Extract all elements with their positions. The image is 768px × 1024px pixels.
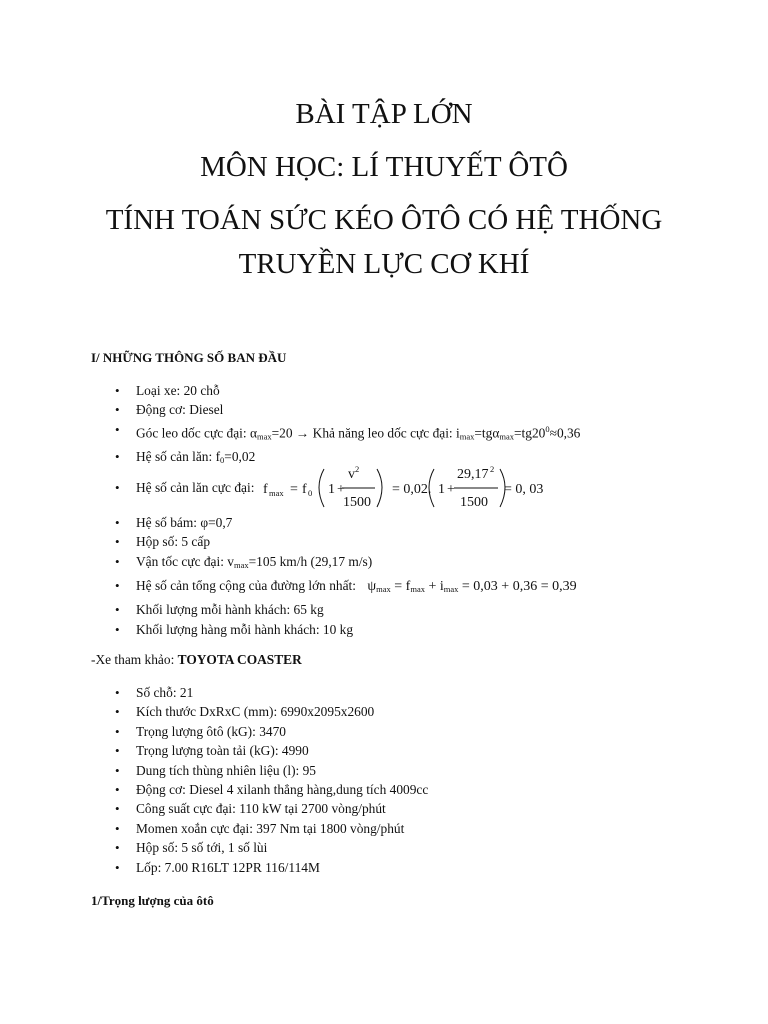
slope-sup: 0 — [545, 423, 550, 434]
list-item: • Momen xoắn cực đại: 397 Nm tại 1800 vòng/phút — [0, 819, 768, 838]
list-item: • Trọng lượng toàn tải (kG): 4990 — [0, 741, 768, 760]
list-item: • Động cơ: Diesel — [0, 400, 768, 419]
slope-tail: ≈0,36 — [549, 425, 581, 441]
roll-prefix: Hệ số cản lăn: f — [136, 448, 221, 464]
list-item: • Loại xe: 20 chỗ — [0, 381, 768, 400]
speed-sub: max — [233, 559, 249, 570]
list-item: • Hệ số bám: φ=0,7 — [0, 513, 768, 532]
list-item: • Kích thước DxRxC (mm): 6990x2095x2600 — [0, 702, 768, 721]
doc-title-line-4: TRUYỀN LỰC CƠ KHÍ — [238, 248, 530, 280]
list-item: • Khối lượng mỗi hành khách: 65 kg — [0, 600, 768, 619]
formula-lhs-sub: max — [269, 488, 284, 498]
formula-plus-2: + — [447, 482, 455, 497]
initial-params-list-1 — [0, 381, 768, 470]
section-heading-initial-params: I/ NHỮNG THÔNG SỐ BAN ĐẦU — [91, 350, 287, 365]
slope-end: =tg20 — [513, 425, 546, 441]
formula-num-2: 29,17 — [457, 467, 489, 482]
psi-sub-1: max — [376, 584, 391, 595]
list-item: • Số chỗ: 21 — [0, 683, 768, 702]
slope-sub-2: max — [459, 431, 475, 442]
list-item: • Lốp: 7.00 R16LT 12PR 116/114M — [0, 858, 768, 877]
list-item-speed — [0, 552, 768, 575]
list-item: • Động cơ: Diesel 4 xilanh thẳng hàng,dung tích 4009cc — [0, 780, 768, 799]
formula-num: v — [348, 467, 355, 482]
list-item: • Trọng lượng ôtô (kG): 3470 — [0, 722, 768, 741]
roll-end: =0,02 — [224, 448, 256, 464]
list-item-psi — [0, 575, 768, 600]
psi-rest: = 0,03 + 0,36 = 0,39 — [458, 579, 577, 595]
formula-mid: = 0,02. — [392, 482, 432, 497]
reference-prefix: -Xe tham khảo: — [91, 652, 178, 667]
reference-vehicle-line — [91, 652, 302, 668]
formula-den-2: 1500 — [460, 495, 488, 510]
speed-end: =105 km/h (29,17 m/s) — [248, 553, 373, 569]
formula-num-sup: 2 — [355, 464, 360, 474]
left-paren — [319, 469, 324, 507]
list-item: • Khối lượng hàng mỗi hành khách: 10 kg — [0, 620, 768, 639]
speed-prefix: Vận tốc cực đại: v — [136, 553, 234, 569]
reference-specs-list — [0, 683, 768, 877]
rollmax-label: Hệ số cản lăn cực đại: — [136, 480, 255, 495]
slope-prefix: Góc leo dốc cực đại: α — [136, 425, 257, 441]
formula-f0: f — [302, 482, 307, 497]
formula-result: = 0, 03 — [504, 482, 544, 497]
psi-sym: ψ — [367, 579, 377, 595]
psi-sub-2: max — [410, 584, 425, 595]
formula-one: 1 — [328, 482, 335, 497]
section-heading-vehicle-weight: 1/Trọng lượng của ôtô — [91, 893, 214, 908]
list-item-rolling-max — [0, 463, 768, 511]
slope-mid: =20 → Khả năng leo dốc cực đại: i — [271, 425, 460, 441]
slope-sub-3: max — [499, 431, 514, 442]
psi-plus: + i — [424, 579, 444, 595]
slope-mid-2: =tgα — [474, 425, 500, 441]
formula-den: 1500 — [343, 495, 371, 510]
list-item: • Hộp số: 5 cấp — [0, 532, 768, 551]
list-item-slope — [0, 420, 768, 447]
doc-title-line-2: MÔN HỌC: LÍ THUYẾT ÔTÔ — [200, 151, 568, 183]
psi-eq: = f — [390, 579, 411, 595]
psi-sub-3: max — [443, 584, 459, 595]
doc-title-line-3: TÍNH TOÁN SỨC KÉO ÔTÔ CÓ HỆ THỐNG — [105, 204, 663, 236]
formula-eq: = — [290, 482, 298, 497]
formula-f0-sub: 0 — [308, 488, 313, 498]
bullet-dot: • — [115, 480, 120, 495]
formula-num2-sup: 2 — [490, 464, 495, 474]
list-item: • Công suất cực đại: 110 kW tại 2700 vòng/phút — [0, 799, 768, 818]
list-item: • Hộp số: 5 số tới, 1 số lùi — [0, 838, 768, 857]
psi-label: Hệ số cản tổng cộng của đường lớn nhất: — [136, 578, 356, 594]
doc-title-line-1: BÀI TẬP LỚN — [295, 98, 473, 130]
formula-one-2: 1 — [438, 482, 445, 497]
roll-sub: 0 — [220, 454, 225, 465]
reference-model: TOYOTA COASTER — [177, 652, 302, 667]
initial-params-list-2 — [0, 513, 768, 639]
rolling-max-formula — [258, 463, 558, 511]
slope-sub: max — [256, 431, 272, 442]
formula-lhs: f — [263, 482, 268, 497]
psi-formula — [367, 579, 576, 594]
formula-plus: + — [337, 482, 345, 497]
list-item: • Dung tích thùng nhiên liệu (l): 95 — [0, 761, 768, 780]
right-paren — [377, 469, 382, 507]
